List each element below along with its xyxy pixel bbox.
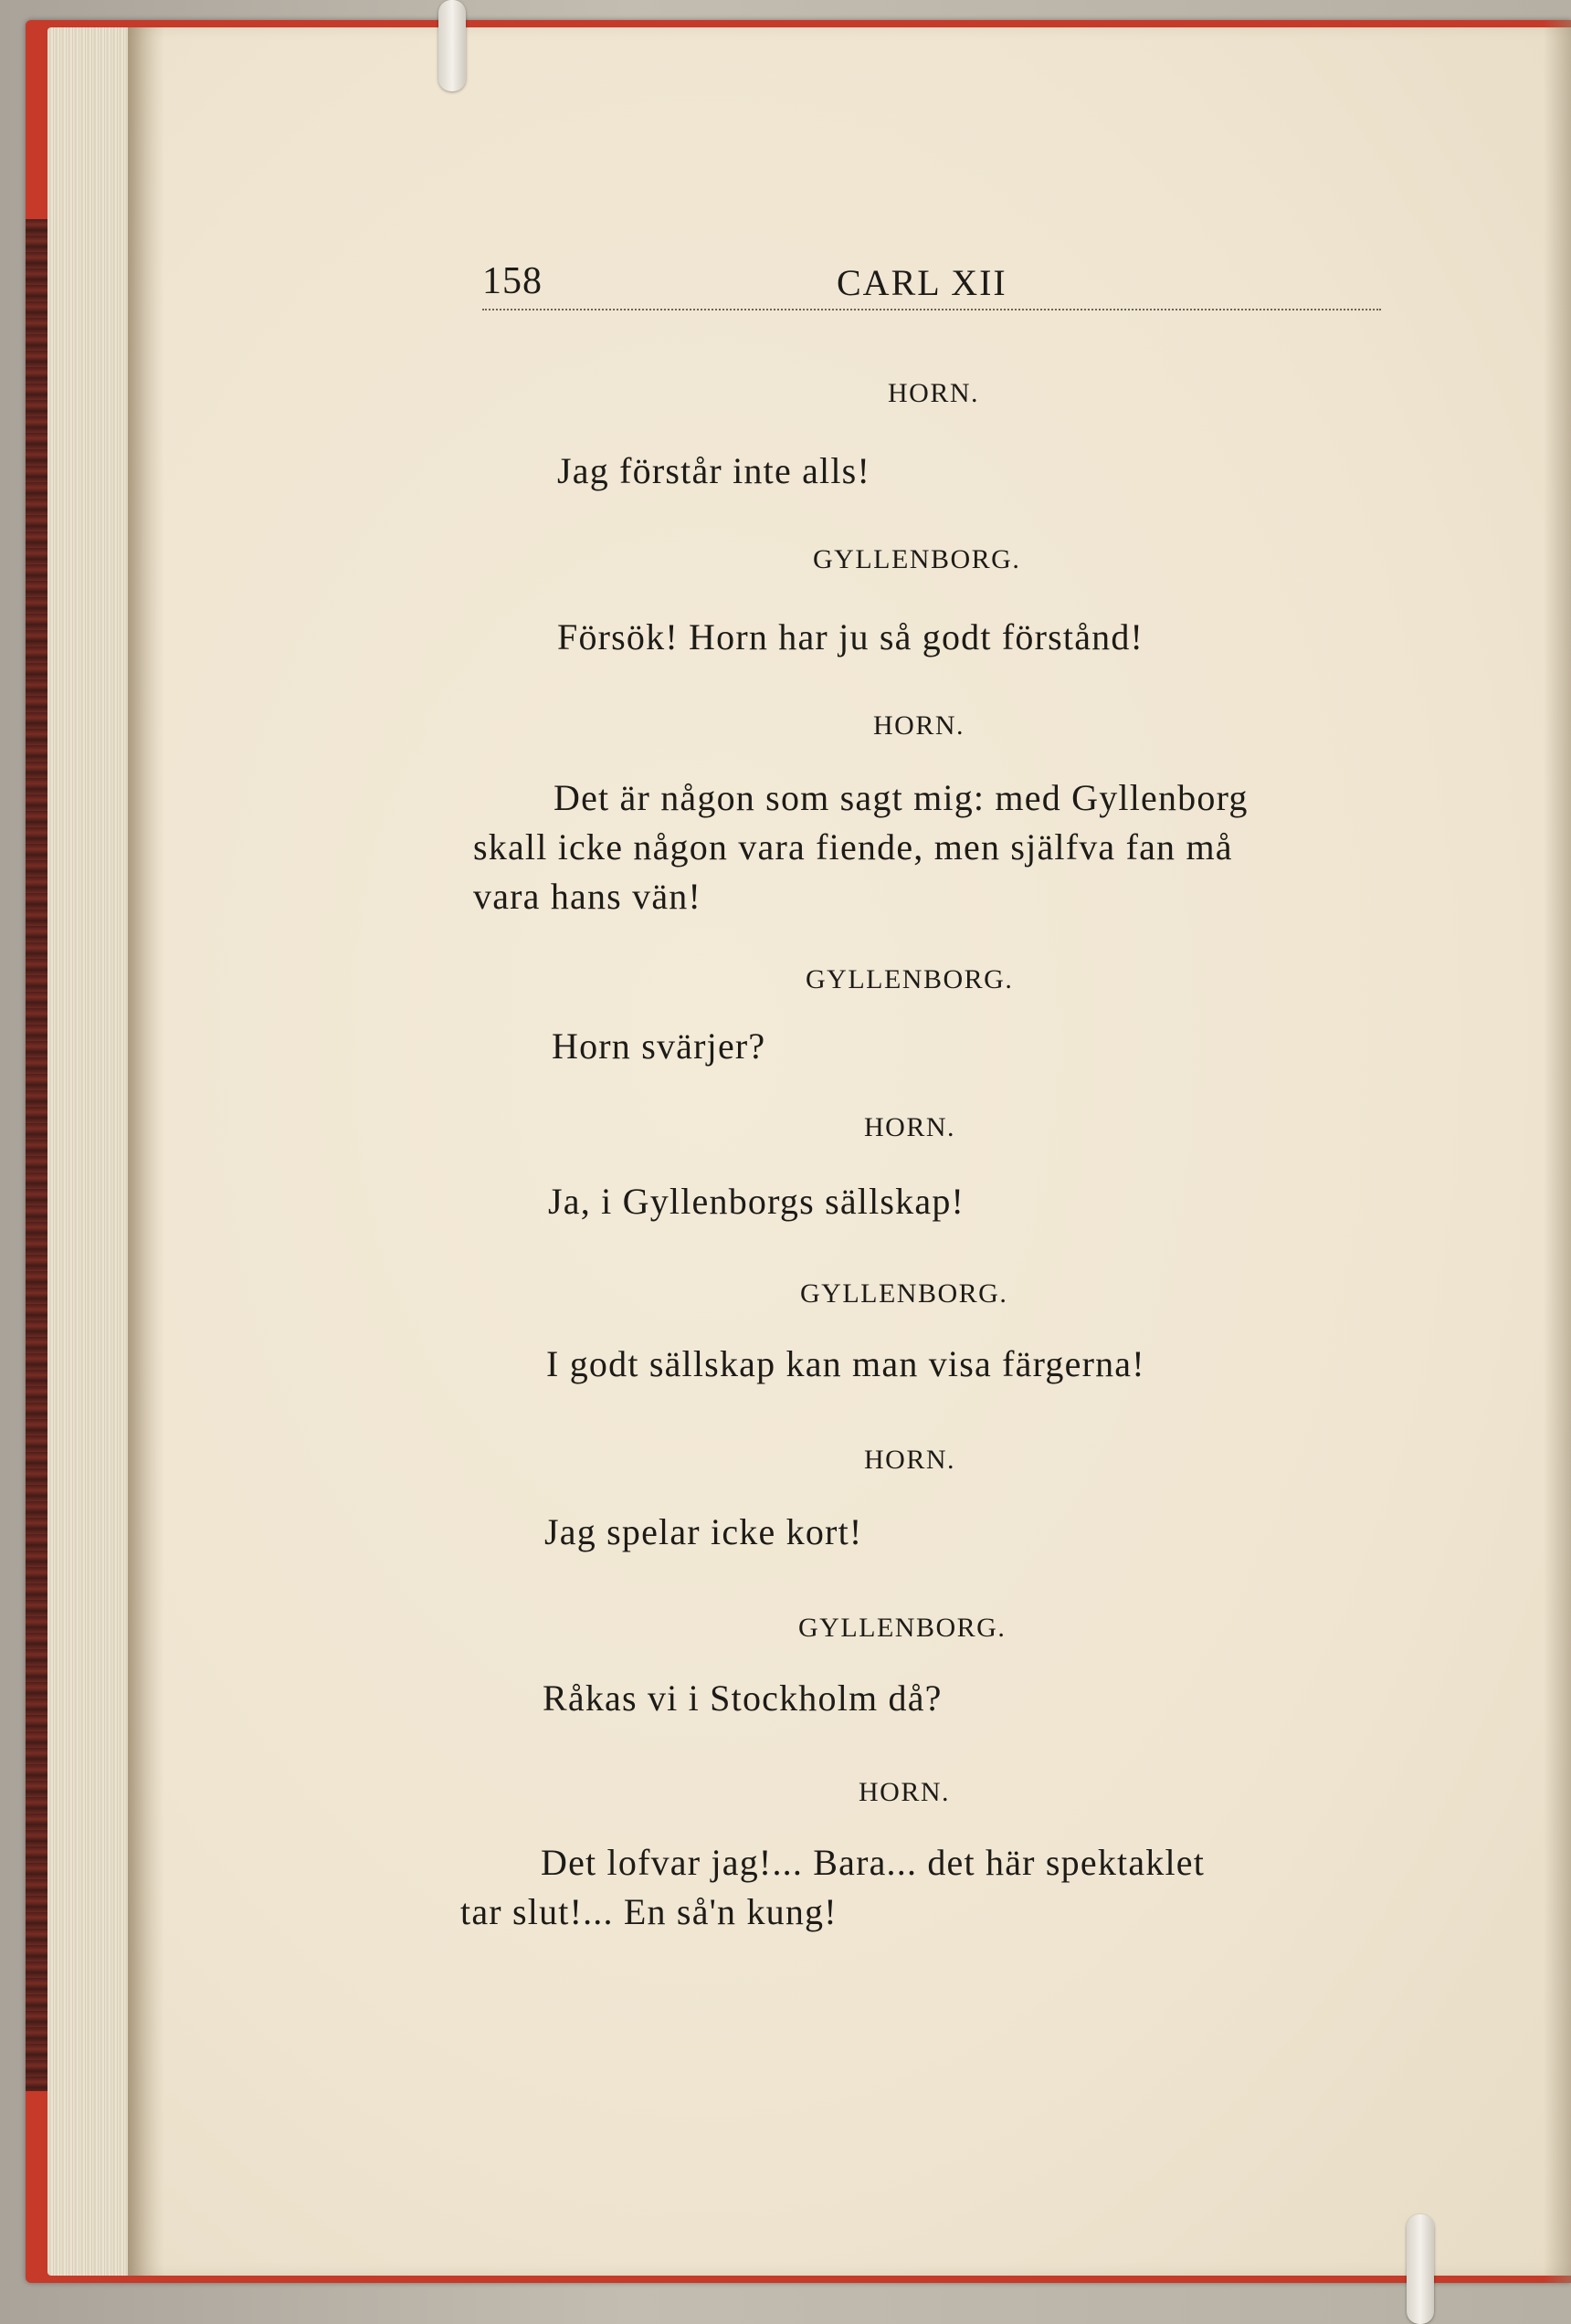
dialogue-line: I godt sällskap kan man visa färgerna! xyxy=(546,1343,1145,1384)
dialogue-line: Ja, i Gyllenborgs sällskap! xyxy=(548,1181,965,1222)
dialogue-line: Jag förstår inte alls! xyxy=(557,450,870,491)
dialogue-line: Det lofvar jag!... Bara... det här spektaklet xyxy=(541,1842,1206,1883)
speaker-name: HORN. xyxy=(873,710,965,741)
speaker-name: GYLLENBORG. xyxy=(800,1278,1008,1309)
speaker-name: GYLLENBORG. xyxy=(813,544,1021,574)
page-number: 158 xyxy=(482,260,543,302)
dialogue-line: Jag spelar icke kort! xyxy=(544,1511,863,1552)
speaker-name: HORN. xyxy=(859,1777,951,1807)
page-clip-top xyxy=(438,0,466,91)
speaker-name: HORN. xyxy=(864,1445,956,1475)
speaker-name: HORN. xyxy=(864,1112,956,1142)
dialogue-line: tar slut!... En så'n kung! xyxy=(460,1891,838,1932)
dialogue-line: Horn svärjer? xyxy=(552,1025,766,1067)
dialogue-line: vara hans vän! xyxy=(473,876,702,917)
running-head: CARL XII xyxy=(837,262,1007,303)
dialogue-line: skall icke någon vara fiende, men själfva fan må xyxy=(473,826,1233,868)
dialogue-line: Försök! Horn har ju så godt förstånd! xyxy=(557,616,1144,657)
dialogue-line: Råkas vi i Stockholm då? xyxy=(543,1677,943,1719)
page-clip-bottom xyxy=(1407,2214,1434,2324)
page-edges xyxy=(47,27,132,2276)
speaker-name: HORN. xyxy=(888,378,980,408)
right-page-edge xyxy=(1544,20,1571,2283)
page-header xyxy=(482,252,1381,310)
cover-spine-texture xyxy=(26,219,49,2091)
gutter-shadow xyxy=(128,27,164,2276)
book-page xyxy=(128,27,1571,2276)
speaker-name: GYLLENBORG. xyxy=(798,1613,1007,1643)
dialogue-line: Det är någon som sagt mig: med Gyllenborg xyxy=(554,777,1249,818)
speaker-name: GYLLENBORG. xyxy=(806,964,1014,994)
